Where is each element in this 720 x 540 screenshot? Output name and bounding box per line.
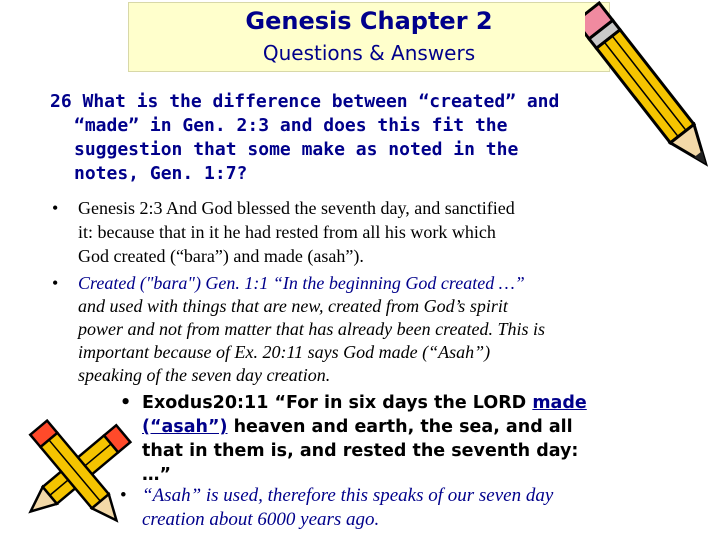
bullet-line: that in them is, and rested the seventh day: [142,441,579,461]
page-subtitle: Questions & Answers [262,41,476,65]
bullet-marker: • [52,273,59,293]
sub-bullet-exodus-20-11 [120,391,662,487]
bullet-marker: • [120,393,132,413]
crossed-pencils-icon [18,408,138,538]
bullet-marker: • [52,198,59,218]
bullet-line [142,415,662,439]
bullet-line: important because of Ex. 20:11 says God made (“Asah”) [78,342,491,362]
bullet-line: …” [142,465,172,485]
bullet-created-bara [52,272,658,387]
question-line: 26 What is the difference between “created” and [50,91,560,112]
text-span: Exodus20:11 “For in six days the LORD [142,393,533,413]
sub-bullet-asah [120,484,662,532]
bullet-line: Genesis 2:3 And God blessed the seventh day, and sanctified [78,198,515,218]
bullet-line: and used with things that are new, created from God’s spirit [78,296,508,316]
bullet-line: speaking of the seven day creation. [78,365,331,385]
bullet-line: creation about 6000 years ago. [142,509,380,530]
bullet-line [142,391,662,415]
bullet-line: Created ("bara") Gen. 1:1 “In the beginning God created …” [78,273,525,293]
bullet-line: it: because that in it he had rested from all his work which [78,222,496,242]
bullet-line: “Asah” is used, therefore this speaks of our seven day [142,485,554,506]
question-line: “made” in Gen. 2:3 and does this fit the [74,115,508,136]
underlined-word: made [532,393,587,413]
question-line: notes, Gen. 1:7? [74,163,248,184]
text-span: heaven and earth, the sea, and all [227,417,573,437]
bullet-marker: • [120,485,127,506]
page-title: Genesis Chapter 2 [245,7,493,35]
question-line: suggestion that some make as noted in the [74,139,519,160]
underlined-word: (“asah”) [142,417,228,437]
question-26 [50,90,650,186]
bullet-line: power and not from matter that has already been created. This is [78,319,545,339]
bullet-genesis-2-3 [52,196,658,268]
title-box [128,2,610,72]
bullet-line: God created (“bara”) and made (asah”). [78,246,364,266]
